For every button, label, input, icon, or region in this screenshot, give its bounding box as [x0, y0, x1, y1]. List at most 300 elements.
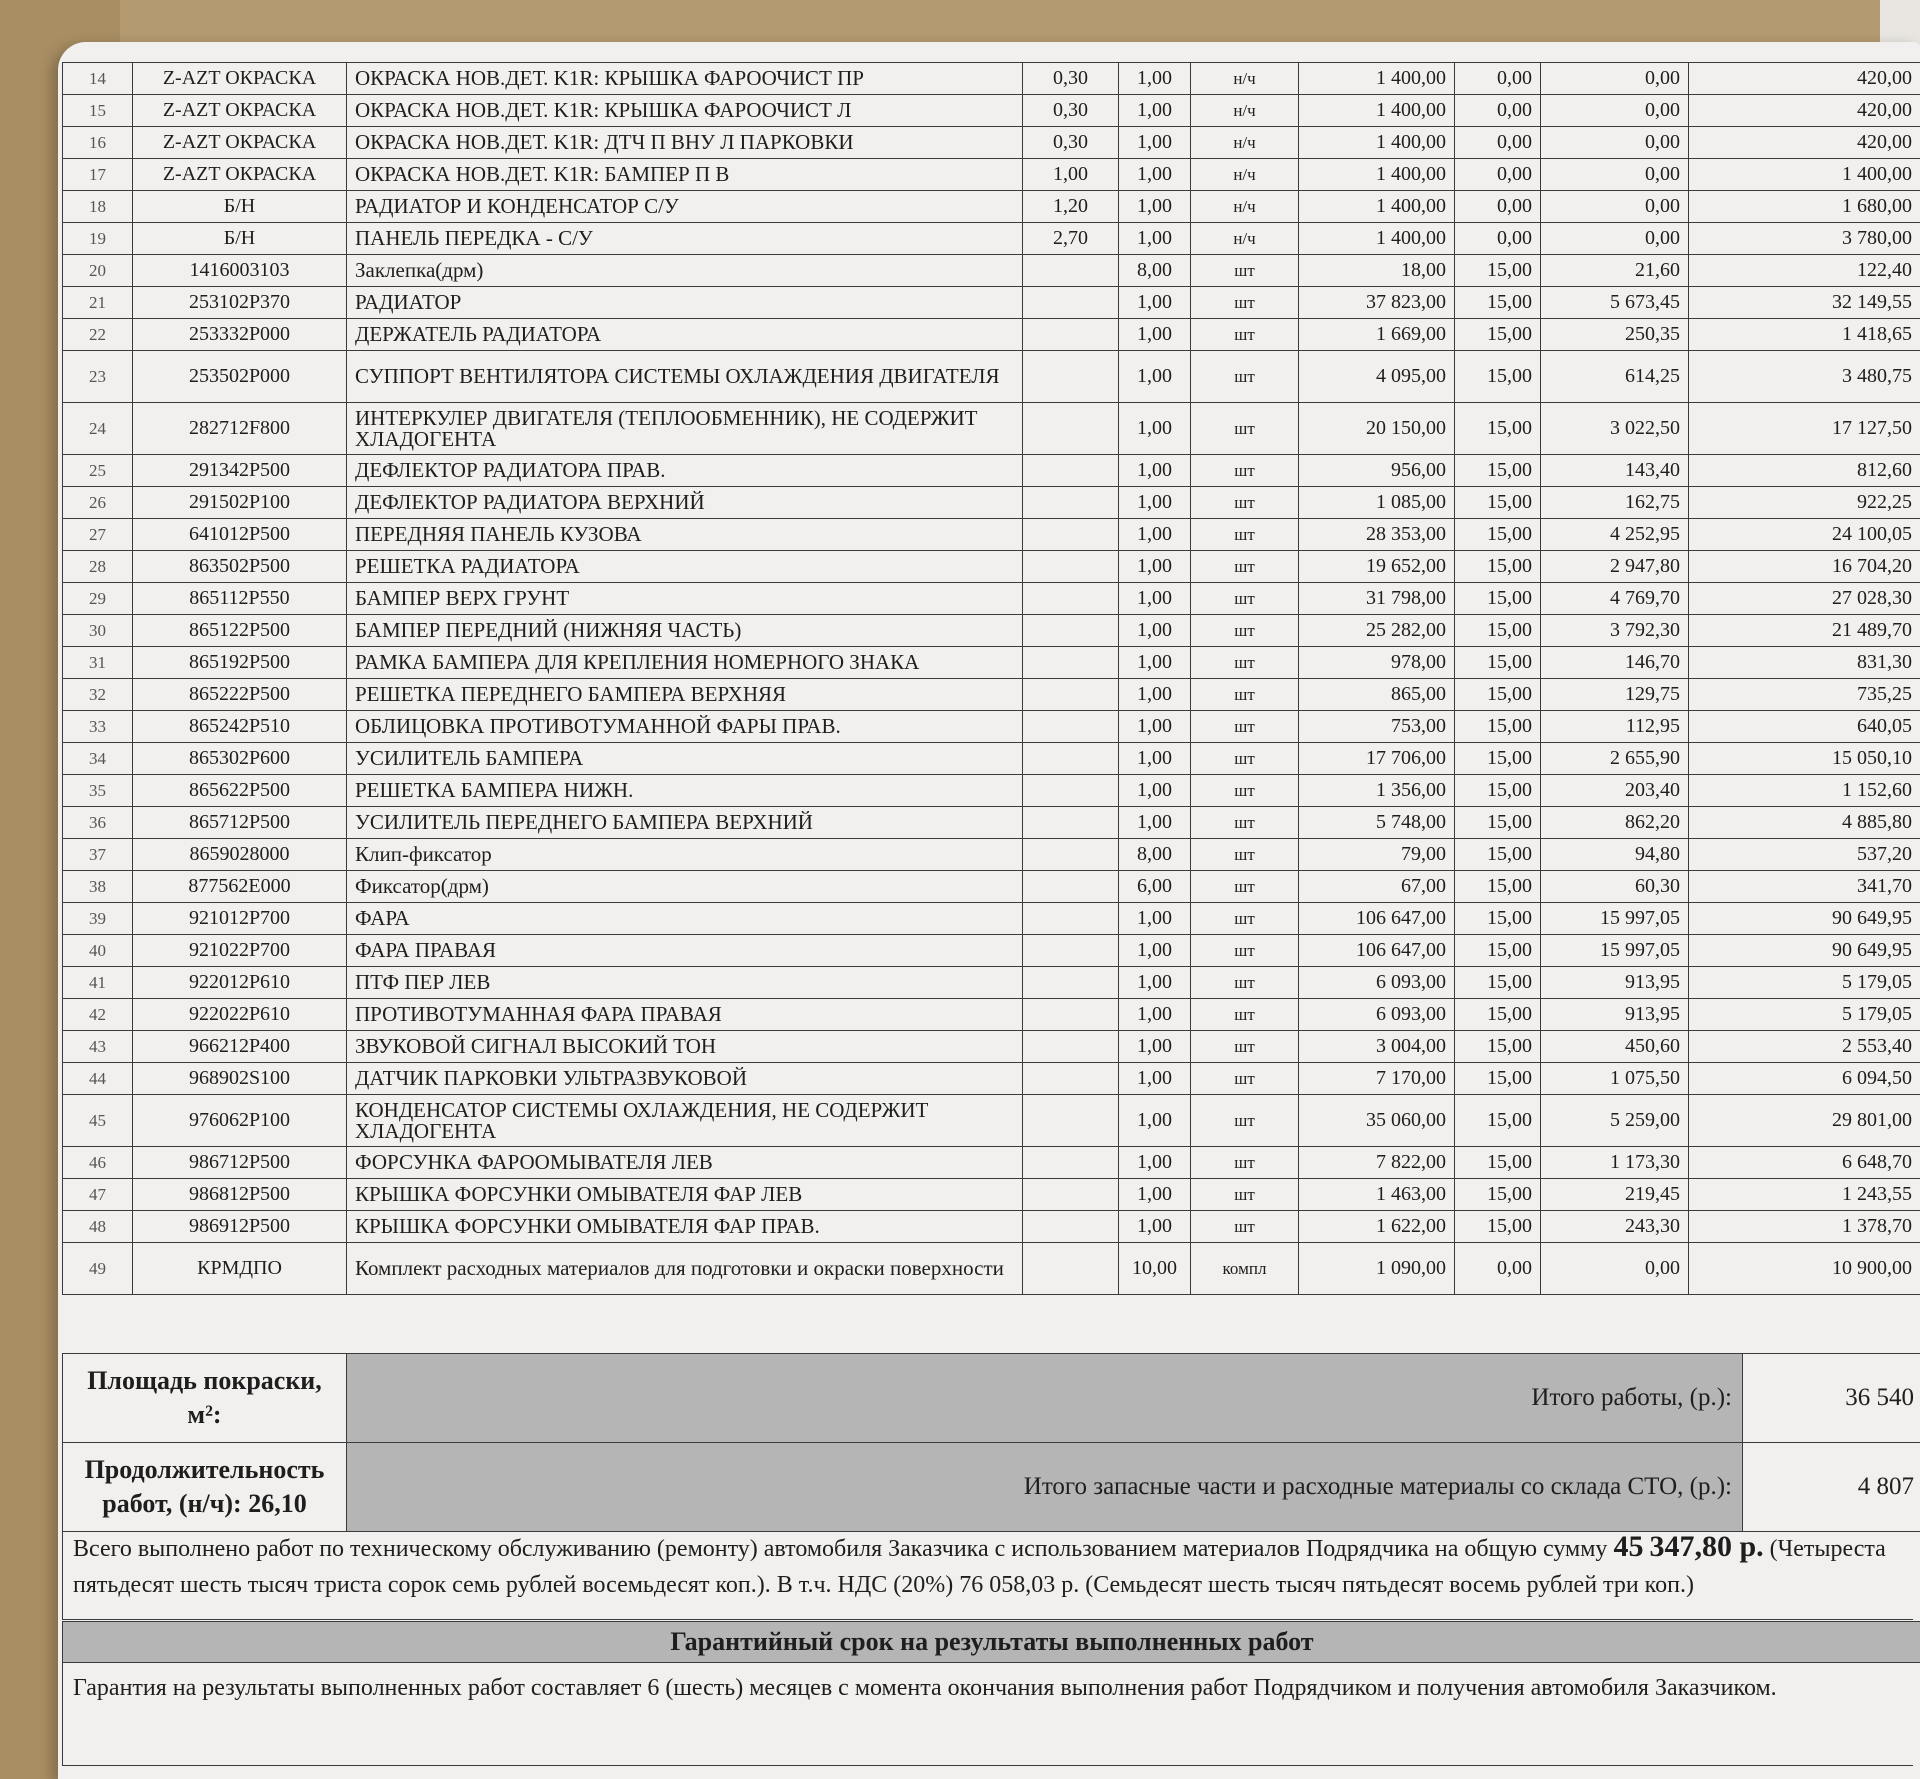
part-code: 986812P500 [133, 1179, 347, 1211]
discount-percent: 15,00 [1455, 583, 1541, 615]
row-number: 42 [63, 999, 133, 1031]
row-number: 17 [63, 159, 133, 191]
row-number: 30 [63, 615, 133, 647]
discount-amount: 1 173,30 [1541, 1147, 1689, 1179]
line-total: 5 179,05 [1689, 999, 1920, 1031]
discount-amount: 0,00 [1541, 191, 1689, 223]
unit: шт [1191, 1211, 1299, 1243]
line-total: 3 780,00 [1689, 223, 1920, 255]
part-code: Z-AZT ОКРАСКА [133, 127, 347, 159]
item-name: Заклепка(дрм) [347, 255, 1023, 287]
discount-percent: 0,00 [1455, 127, 1541, 159]
unit-price: 1 400,00 [1299, 127, 1455, 159]
item-name: РЕШЕТКА БАМПЕРА НИЖН. [347, 775, 1023, 807]
line-total: 16 704,20 [1689, 551, 1920, 583]
norm-hours [1023, 1179, 1119, 1211]
part-code: 865712P500 [133, 807, 347, 839]
norm-hours [1023, 871, 1119, 903]
unit-price: 956,00 [1299, 455, 1455, 487]
part-code: Z-AZT ОКРАСКА [133, 95, 347, 127]
discount-amount: 0,00 [1541, 223, 1689, 255]
line-total: 6 094,50 [1689, 1063, 1920, 1095]
unit-price: 1 090,00 [1299, 1243, 1455, 1295]
quantity: 1,00 [1119, 647, 1191, 679]
norm-hours [1023, 519, 1119, 551]
unit: шт [1191, 935, 1299, 967]
quantity: 1,00 [1119, 1063, 1191, 1095]
discount-percent: 15,00 [1455, 807, 1541, 839]
line-total: 1 243,55 [1689, 1179, 1920, 1211]
summary-amount-part1: 45 [1613, 1530, 1644, 1563]
table-body [63, 63, 1920, 1295]
table-row [63, 191, 1920, 223]
unit: шт [1191, 487, 1299, 519]
row-number: 44 [63, 1063, 133, 1095]
row-number: 14 [63, 63, 133, 95]
quantity: 1,00 [1119, 403, 1191, 455]
part-code: 291342P500 [133, 455, 347, 487]
discount-percent: 0,00 [1455, 95, 1541, 127]
row-number: 31 [63, 647, 133, 679]
part-code: Z-AZT ОКРАСКА [133, 159, 347, 191]
line-total: 27 028,30 [1689, 583, 1920, 615]
quantity: 1,00 [1119, 127, 1191, 159]
discount-percent: 0,00 [1455, 223, 1541, 255]
part-code: 968902S100 [133, 1063, 347, 1095]
item-name: ПАНЕЛЬ ПЕРЕДКА - С/У [347, 223, 1023, 255]
table-row [63, 63, 1920, 95]
row-number: 36 [63, 807, 133, 839]
quantity: 1,00 [1119, 775, 1191, 807]
norm-hours [1023, 1063, 1119, 1095]
line-total: 29 801,00 [1689, 1095, 1920, 1147]
unit: шт [1191, 711, 1299, 743]
quantity: 1,00 [1119, 63, 1191, 95]
table-row [63, 487, 1920, 519]
unit: шт [1191, 743, 1299, 775]
table-row [63, 1031, 1920, 1063]
item-name: ДЕФЛЕКТОР РАДИАТОРА ВЕРХНИЙ [347, 487, 1023, 519]
item-name: РЕШЕТКА РАДИАТОРА [347, 551, 1023, 583]
line-total: 537,20 [1689, 839, 1920, 871]
quantity: 1,00 [1119, 807, 1191, 839]
line-total: 420,00 [1689, 127, 1920, 159]
row-number: 19 [63, 223, 133, 255]
unit: шт [1191, 255, 1299, 287]
quantity: 1,00 [1119, 223, 1191, 255]
discount-amount: 4 769,70 [1541, 583, 1689, 615]
item-name: УСИЛИТЕЛЬ ПЕРЕДНЕГО БАМПЕРА ВЕРХНИЙ [347, 807, 1023, 839]
unit-price: 1 622,00 [1299, 1211, 1455, 1243]
norm-hours [1023, 255, 1119, 287]
row-number: 25 [63, 455, 133, 487]
discount-percent: 15,00 [1455, 871, 1541, 903]
discount-percent: 15,00 [1455, 679, 1541, 711]
table-row [63, 679, 1920, 711]
discount-amount: 0,00 [1541, 1243, 1689, 1295]
discount-amount: 5 673,45 [1541, 287, 1689, 319]
part-code: Z-AZT ОКРАСКА [133, 63, 347, 95]
part-code: 865302P600 [133, 743, 347, 775]
unit: шт [1191, 1147, 1299, 1179]
quantity: 1,00 [1119, 679, 1191, 711]
norm-hours [1023, 615, 1119, 647]
discount-amount: 94,80 [1541, 839, 1689, 871]
item-name: ОБЛИЦОВКА ПРОТИВОТУМАННОЙ ФАРЫ ПРАВ. [347, 711, 1023, 743]
table-row [63, 455, 1920, 487]
quantity: 1,00 [1119, 743, 1191, 775]
table-row [63, 223, 1920, 255]
quantity: 6,00 [1119, 871, 1191, 903]
parts-total-row [63, 1443, 1920, 1532]
part-code: 922012P610 [133, 967, 347, 999]
table-row [63, 871, 1920, 903]
table-row [63, 403, 1920, 455]
part-code: 863502P500 [133, 551, 347, 583]
discount-percent: 0,00 [1455, 63, 1541, 95]
line-total: 1 378,70 [1689, 1211, 1920, 1243]
discount-percent: 15,00 [1455, 455, 1541, 487]
norm-hours [1023, 1147, 1119, 1179]
discount-percent: 15,00 [1455, 403, 1541, 455]
table-row [63, 775, 1920, 807]
unit: шт [1191, 1063, 1299, 1095]
unit-price: 1 085,00 [1299, 487, 1455, 519]
discount-percent: 15,00 [1455, 775, 1541, 807]
item-name: ОКРАСКА НОВ.ДЕТ. K1R: БАМПЕР П В [347, 159, 1023, 191]
discount-amount: 129,75 [1541, 679, 1689, 711]
quantity: 1,00 [1119, 711, 1191, 743]
unit: шт [1191, 839, 1299, 871]
discount-amount: 203,40 [1541, 775, 1689, 807]
summary-amount-words: (Четыреста пятьдесят шесть тысяч триста сорок семь рублей восемьдесят коп.). В т.ч. НДС (20%) 76 058,03 р. (Семьдесят шесть тысяч пятьдесят восемь рублей три коп.) [73, 1536, 1886, 1598]
unit-price: 3 004,00 [1299, 1031, 1455, 1063]
item-name: ПТФ ПЕР ЛЕВ [347, 967, 1023, 999]
line-total: 922,25 [1689, 487, 1920, 519]
unit-price: 1 356,00 [1299, 775, 1455, 807]
warranty-text: Гарантия на результаты выполненных работ составляет 6 (шесть) месяцев с момента окончания выполнения работ Подрядчиком и получения автомобиля Заказчиком. [62, 1663, 1913, 1766]
norm-hours [1023, 455, 1119, 487]
norm-hours [1023, 287, 1119, 319]
unit-price: 17 706,00 [1299, 743, 1455, 775]
unit: шт [1191, 319, 1299, 351]
discount-amount: 450,60 [1541, 1031, 1689, 1063]
norm-hours [1023, 1031, 1119, 1063]
row-number: 26 [63, 487, 133, 519]
discount-percent: 15,00 [1455, 999, 1541, 1031]
item-name: КРЫШКА ФОРСУНКИ ОМЫВАТЕЛЯ ФАР ЛЕВ [347, 1179, 1023, 1211]
unit-price: 67,00 [1299, 871, 1455, 903]
row-number: 24 [63, 403, 133, 455]
unit-price: 5 748,00 [1299, 807, 1455, 839]
row-number: 22 [63, 319, 133, 351]
row-number: 28 [63, 551, 133, 583]
table-row [63, 1095, 1920, 1147]
item-name: ПРОТИВОТУМАННАЯ ФАРА ПРАВАЯ [347, 999, 1023, 1031]
unit: н/ч [1191, 191, 1299, 223]
unit-price: 20 150,00 [1299, 403, 1455, 455]
work-order-table [62, 62, 1920, 1295]
discount-percent: 15,00 [1455, 711, 1541, 743]
unit-price: 1 463,00 [1299, 1179, 1455, 1211]
table-row [63, 1147, 1920, 1179]
line-total: 5 179,05 [1689, 967, 1920, 999]
unit-price: 7 170,00 [1299, 1063, 1455, 1095]
discount-percent: 15,00 [1455, 967, 1541, 999]
item-name: СУППОРТ ВЕНТИЛЯТОРА СИСТЕМЫ ОХЛАЖДЕНИЯ ДВИГАТЕЛЯ [347, 351, 1023, 403]
unit-price: 31 798,00 [1299, 583, 1455, 615]
item-name: ОКРАСКА НОВ.ДЕТ. K1R: ДТЧ П ВНУ Л ПАРКОВКИ [347, 127, 1023, 159]
discount-percent: 0,00 [1455, 1243, 1541, 1295]
discount-amount: 614,25 [1541, 351, 1689, 403]
unit: н/ч [1191, 223, 1299, 255]
table-row [63, 967, 1920, 999]
quantity: 1,00 [1119, 159, 1191, 191]
discount-amount: 4 252,95 [1541, 519, 1689, 551]
row-number: 34 [63, 743, 133, 775]
part-code: 966212P400 [133, 1031, 347, 1063]
discount-amount: 862,20 [1541, 807, 1689, 839]
line-total: 1 400,00 [1689, 159, 1920, 191]
discount-percent: 0,00 [1455, 191, 1541, 223]
unit-price: 37 823,00 [1299, 287, 1455, 319]
norm-hours: 1,00 [1023, 159, 1119, 191]
unit-price: 7 822,00 [1299, 1147, 1455, 1179]
row-number: 45 [63, 1095, 133, 1147]
item-name: ЗВУКОВОЙ СИГНАЛ ВЫСОКИЙ ТОН [347, 1031, 1023, 1063]
item-name: ОКРАСКА НОВ.ДЕТ. K1R: КРЫШКА ФАРООЧИСТ ПР [347, 63, 1023, 95]
unit-price: 1 669,00 [1299, 319, 1455, 351]
table-row [63, 839, 1920, 871]
unit: шт [1191, 903, 1299, 935]
part-code: 865242P510 [133, 711, 347, 743]
totals-table [62, 1353, 1920, 1532]
unit: шт [1191, 967, 1299, 999]
unit: шт [1191, 871, 1299, 903]
discount-percent: 15,00 [1455, 487, 1541, 519]
unit: н/ч [1191, 63, 1299, 95]
summary-paragraph [62, 1523, 1913, 1620]
line-total: 812,60 [1689, 455, 1920, 487]
discount-percent: 15,00 [1455, 1179, 1541, 1211]
quantity: 1,00 [1119, 999, 1191, 1031]
unit-price: 4 095,00 [1299, 351, 1455, 403]
line-total: 420,00 [1689, 63, 1920, 95]
part-code: 921022P700 [133, 935, 347, 967]
discount-percent: 15,00 [1455, 1063, 1541, 1095]
table-row [63, 1211, 1920, 1243]
line-total: 24 100,05 [1689, 519, 1920, 551]
part-code: 865122P500 [133, 615, 347, 647]
unit-price: 1 400,00 [1299, 63, 1455, 95]
unit: шт [1191, 1031, 1299, 1063]
unit: шт [1191, 647, 1299, 679]
unit-price: 6 093,00 [1299, 967, 1455, 999]
discount-amount: 146,70 [1541, 647, 1689, 679]
unit-price: 28 353,00 [1299, 519, 1455, 551]
unit: шт [1191, 999, 1299, 1031]
unit: шт [1191, 403, 1299, 455]
table-row [63, 807, 1920, 839]
norm-hours [1023, 551, 1119, 583]
table-row [63, 255, 1920, 287]
unit-price: 1 400,00 [1299, 191, 1455, 223]
line-total: 122,40 [1689, 255, 1920, 287]
item-name: РАДИАТОР [347, 287, 1023, 319]
discount-percent: 15,00 [1455, 1095, 1541, 1147]
row-number: 23 [63, 351, 133, 403]
item-name: ОКРАСКА НОВ.ДЕТ. K1R: КРЫШКА ФАРООЧИСТ Л [347, 95, 1023, 127]
discount-percent: 15,00 [1455, 615, 1541, 647]
row-number: 37 [63, 839, 133, 871]
item-name: ФАРА [347, 903, 1023, 935]
line-total: 341,70 [1689, 871, 1920, 903]
warranty-heading: Гарантийный срок на результаты выполненных работ [62, 1621, 1920, 1663]
line-total: 640,05 [1689, 711, 1920, 743]
part-code: 253332P000 [133, 319, 347, 351]
parts-total-label: Итого запасные части и расходные материалы со склада СТО, (р.): [347, 1443, 1743, 1532]
unit-price: 79,00 [1299, 839, 1455, 871]
item-name: РАМКА БАМПЕРА ДЛЯ КРЕПЛЕНИЯ НОМЕРНОГО ЗНАКА [347, 647, 1023, 679]
line-total: 21 489,70 [1689, 615, 1920, 647]
discount-amount: 60,30 [1541, 871, 1689, 903]
quantity: 8,00 [1119, 839, 1191, 871]
discount-amount: 143,40 [1541, 455, 1689, 487]
quantity: 1,00 [1119, 191, 1191, 223]
item-name: БАМПЕР ВЕРХ ГРУНТ [347, 583, 1023, 615]
unit: шт [1191, 807, 1299, 839]
item-name: ДЕРЖАТЕЛЬ РАДИАТОРА [347, 319, 1023, 351]
row-number: 47 [63, 1179, 133, 1211]
quantity: 1,00 [1119, 455, 1191, 487]
table-row [63, 351, 1920, 403]
unit-price: 6 093,00 [1299, 999, 1455, 1031]
row-number: 43 [63, 1031, 133, 1063]
discount-amount: 250,35 [1541, 319, 1689, 351]
quantity: 1,00 [1119, 287, 1191, 319]
line-total: 831,30 [1689, 647, 1920, 679]
quantity: 1,00 [1119, 1095, 1191, 1147]
discount-amount: 913,95 [1541, 999, 1689, 1031]
works-total-label: Итого работы, (р.): [347, 1354, 1743, 1443]
norm-hours: 0,30 [1023, 63, 1119, 95]
unit-price: 1 400,00 [1299, 223, 1455, 255]
table-row [63, 1063, 1920, 1095]
line-total: 1 418,65 [1689, 319, 1920, 351]
discount-amount: 1 075,50 [1541, 1063, 1689, 1095]
row-number: 15 [63, 95, 133, 127]
discount-amount: 21,60 [1541, 255, 1689, 287]
norm-hours [1023, 351, 1119, 403]
unit-price: 865,00 [1299, 679, 1455, 711]
part-code: Б/Н [133, 191, 347, 223]
quantity: 1,00 [1119, 351, 1191, 403]
part-code: 282712F800 [133, 403, 347, 455]
norm-hours [1023, 1243, 1119, 1295]
norm-hours [1023, 903, 1119, 935]
row-number: 38 [63, 871, 133, 903]
discount-percent: 15,00 [1455, 903, 1541, 935]
item-name: РЕШЕТКА ПЕРЕДНЕГО БАМПЕРА ВЕРХНЯЯ [347, 679, 1023, 711]
item-name: Фиксатор(дрм) [347, 871, 1023, 903]
table-row [63, 711, 1920, 743]
discount-amount: 112,95 [1541, 711, 1689, 743]
unit: шт [1191, 775, 1299, 807]
item-name: УСИЛИТЕЛЬ БАМПЕРА [347, 743, 1023, 775]
unit: шт [1191, 679, 1299, 711]
discount-amount: 15 997,05 [1541, 903, 1689, 935]
quantity: 10,00 [1119, 1243, 1191, 1295]
quantity: 1,00 [1119, 967, 1191, 999]
part-code: 877562E000 [133, 871, 347, 903]
quantity: 1,00 [1119, 583, 1191, 615]
unit: шт [1191, 615, 1299, 647]
unit: шт [1191, 287, 1299, 319]
row-number: 35 [63, 775, 133, 807]
line-total: 32 149,55 [1689, 287, 1920, 319]
paint-area-label: Площадь покраски, м²: [63, 1354, 347, 1443]
unit-price: 35 060,00 [1299, 1095, 1455, 1147]
line-total: 1 152,60 [1689, 775, 1920, 807]
row-number: 32 [63, 679, 133, 711]
item-name: КРЫШКА ФОРСУНКИ ОМЫВАТЕЛЯ ФАР ПРАВ. [347, 1211, 1023, 1243]
unit: компл [1191, 1243, 1299, 1295]
line-total: 90 649,95 [1689, 935, 1920, 967]
quantity: 1,00 [1119, 1179, 1191, 1211]
norm-hours [1023, 679, 1119, 711]
unit-price: 18,00 [1299, 255, 1455, 287]
unit-price: 1 400,00 [1299, 95, 1455, 127]
norm-hours [1023, 807, 1119, 839]
item-name: Клип-фиксатор [347, 839, 1023, 871]
row-number: 21 [63, 287, 133, 319]
norm-hours [1023, 1095, 1119, 1147]
table-row [63, 583, 1920, 615]
summary-text: Всего выполнено работ по техническому обслуживанию (ремонту) автомобиля Заказчика с использованием материалов Подрядчика на общую сумму [73, 1536, 1608, 1562]
quantity: 1,00 [1119, 519, 1191, 551]
row-number: 46 [63, 1147, 133, 1179]
line-total: 420,00 [1689, 95, 1920, 127]
row-number: 16 [63, 127, 133, 159]
norm-hours [1023, 1211, 1119, 1243]
norm-hours [1023, 319, 1119, 351]
summary-amount-part2: 347,80 р. [1649, 1530, 1764, 1563]
unit: шт [1191, 351, 1299, 403]
discount-percent: 15,00 [1455, 1031, 1541, 1063]
part-code: 865222P500 [133, 679, 347, 711]
discount-amount: 15 997,05 [1541, 935, 1689, 967]
unit-price: 753,00 [1299, 711, 1455, 743]
unit-price: 25 282,00 [1299, 615, 1455, 647]
line-total: 1 680,00 [1689, 191, 1920, 223]
discount-percent: 15,00 [1455, 319, 1541, 351]
line-total: 735,25 [1689, 679, 1920, 711]
item-name: ФОРСУНКА ФАРООМЫВАТЕЛЯ ЛЕВ [347, 1147, 1023, 1179]
norm-hours: 2,70 [1023, 223, 1119, 255]
norm-hours [1023, 403, 1119, 455]
line-total: 90 649,95 [1689, 903, 1920, 935]
works-total-row [63, 1354, 1920, 1443]
quantity: 1,00 [1119, 95, 1191, 127]
norm-hours: 1,20 [1023, 191, 1119, 223]
part-code: 986712P500 [133, 1147, 347, 1179]
unit: шт [1191, 519, 1299, 551]
norm-hours [1023, 967, 1119, 999]
row-number: 18 [63, 191, 133, 223]
item-name: ПЕРЕДНЯЯ ПАНЕЛЬ КУЗОВА [347, 519, 1023, 551]
part-code: 253102P370 [133, 287, 347, 319]
line-total: 6 648,70 [1689, 1147, 1920, 1179]
